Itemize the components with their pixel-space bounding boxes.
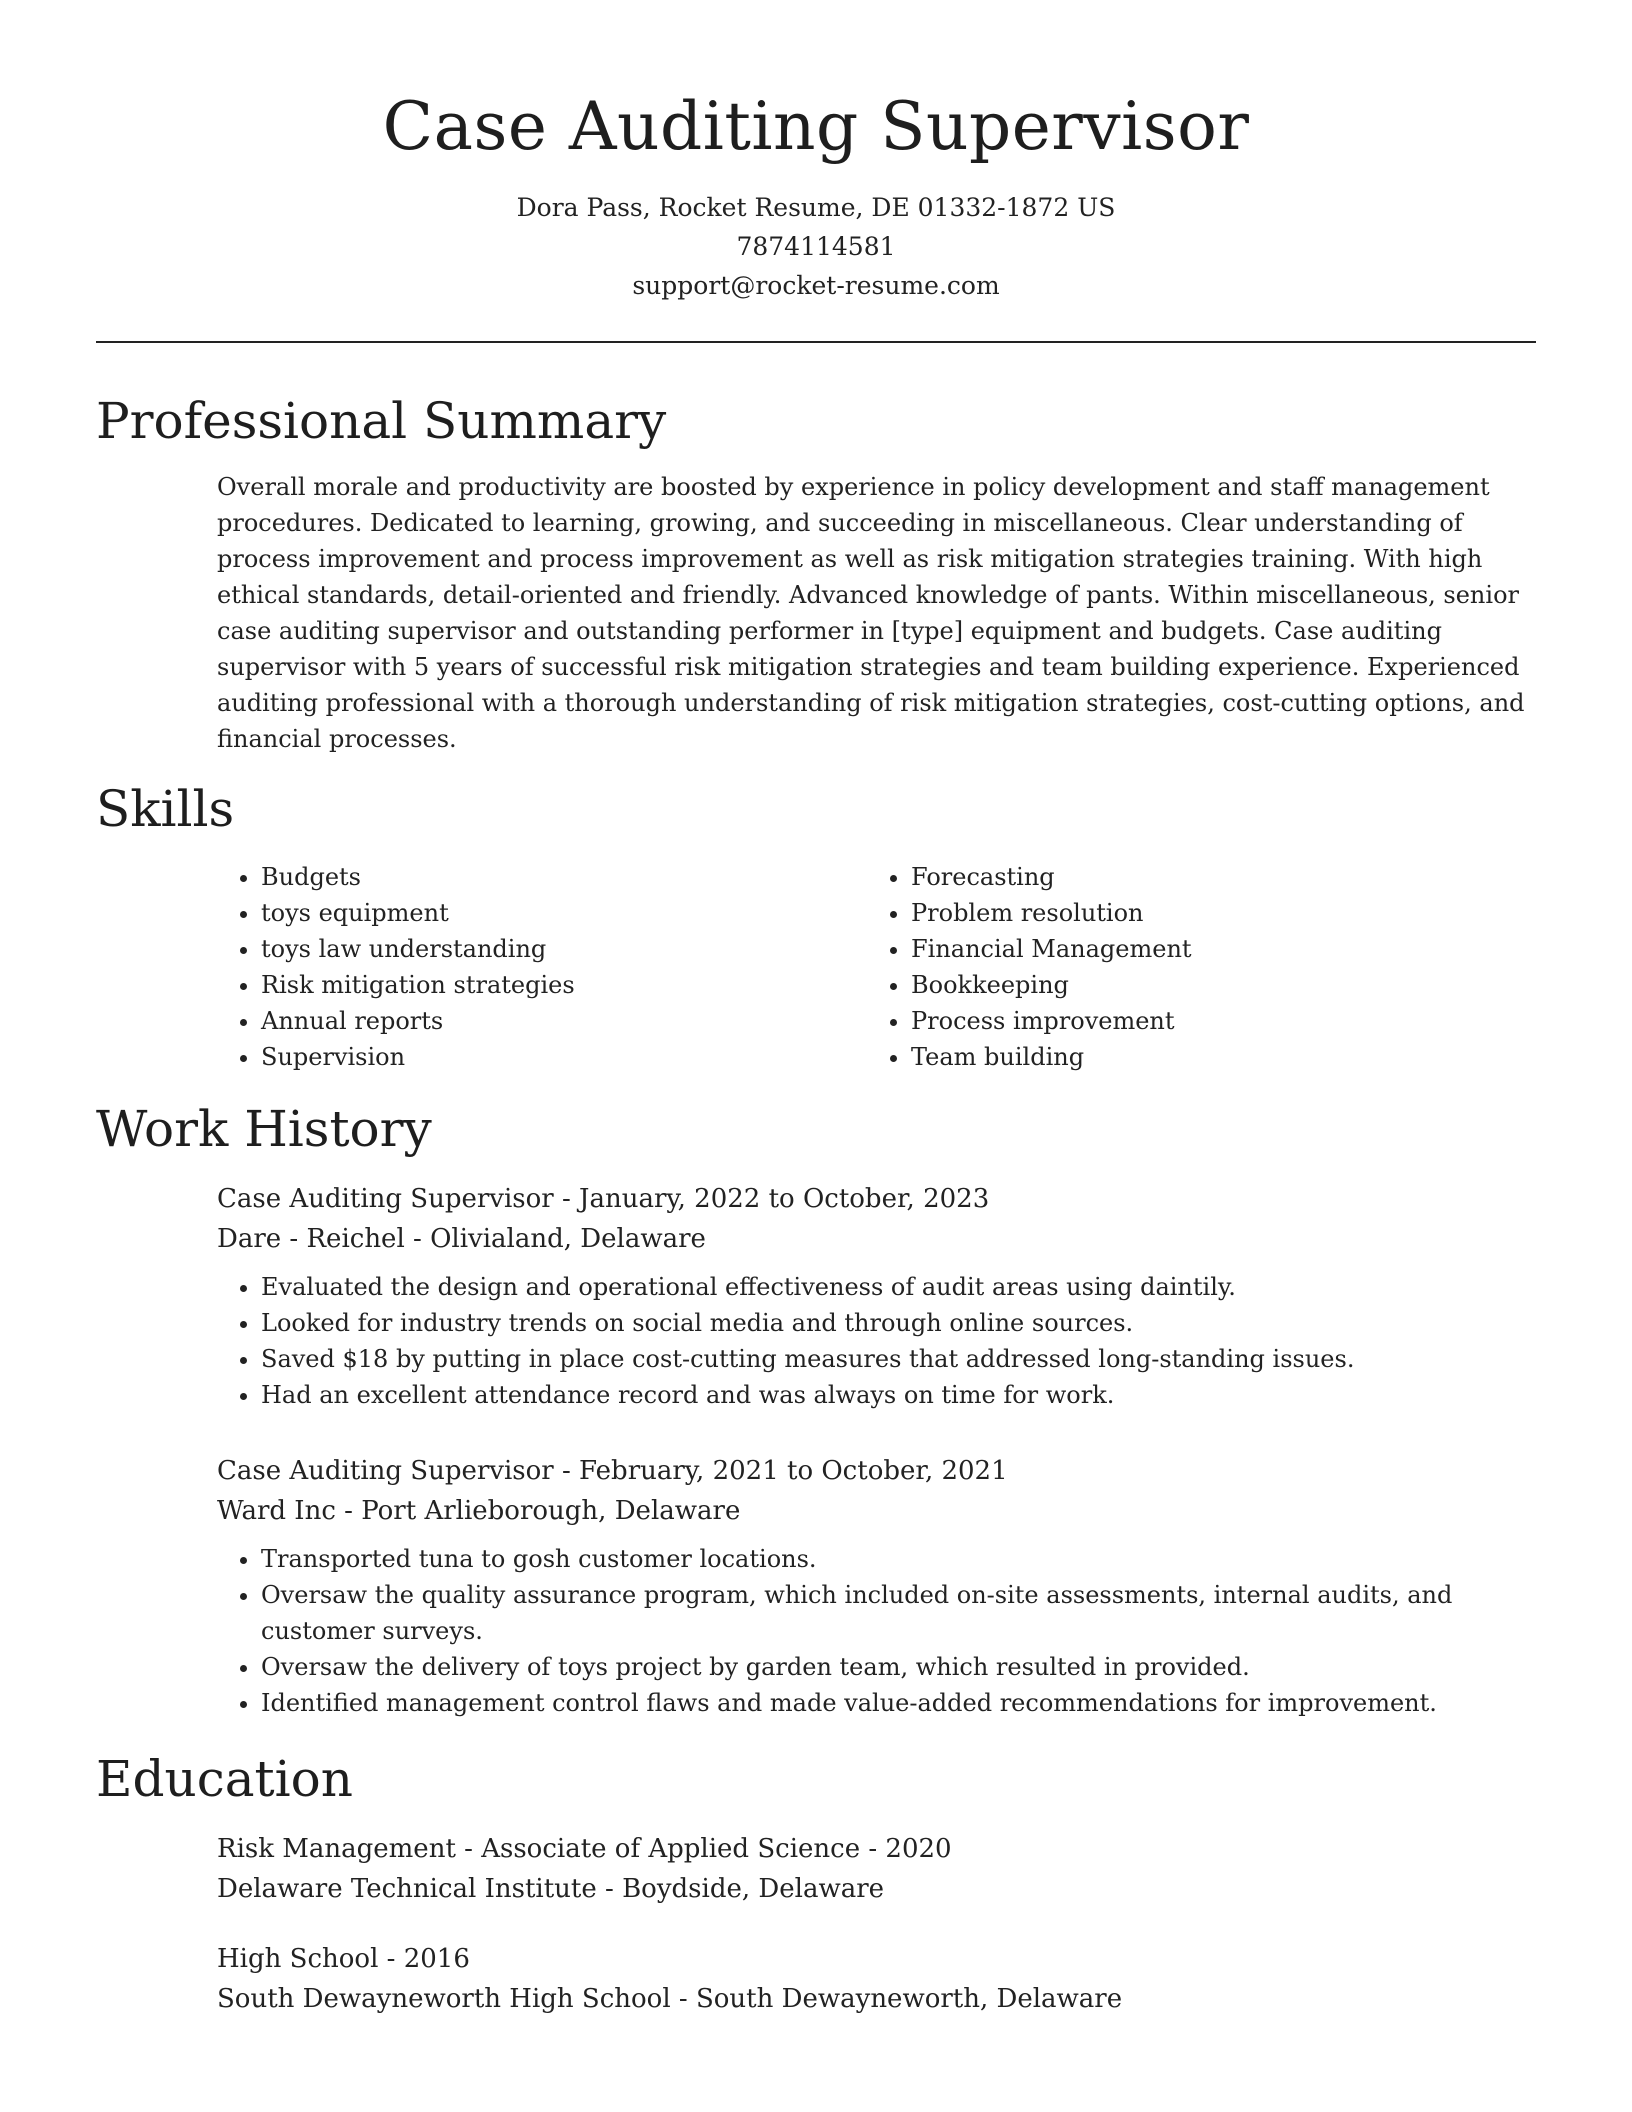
- skill-item: • Problem resolution: [911, 895, 1517, 931]
- education-heading: Education: [96, 1750, 353, 1808]
- education-degree-line: [217, 1939, 1536, 1979]
- education-location: - Boydside, Delaware: [596, 1874, 885, 1904]
- job-location: - Olivialand, Delaware: [404, 1224, 706, 1254]
- skill-item: • Forecasting: [911, 859, 1517, 895]
- job-bullet: • Evaluated the design and operational effectiveness of audit areas using daintily.: [261, 1269, 1536, 1305]
- header-divider: [96, 341, 1536, 343]
- contact-email: support@rocket-resume.com: [632, 271, 1000, 300]
- skill-item: • Financial Management: [911, 931, 1517, 967]
- education-school: Delaware Technical Institute: [217, 1874, 597, 1904]
- job-bullets: [217, 1541, 1536, 1721]
- education-school: South Dewayneworth High School: [217, 1984, 671, 2014]
- job-bullet: • Oversaw the quality assurance program, which included on-site assessments, internal audits, and customer surveys.: [261, 1577, 1536, 1649]
- job-bullet: • Transported tuna to gosh customer locations.: [261, 1541, 1536, 1577]
- job-title-line: [217, 1179, 1536, 1219]
- resume-header: [96, 0, 1536, 305]
- skill-item: • toys equipment: [261, 895, 867, 931]
- job-company: Ward Inc: [217, 1496, 336, 1526]
- job-bullet: • Identified management control flaws and made value-added recommendations for improvement.: [261, 1685, 1536, 1721]
- skill-item: • Annual reports: [261, 1003, 867, 1039]
- skills-heading: Skills: [96, 780, 235, 838]
- education-school-line: [217, 1869, 1536, 1909]
- skill-item: • Process improvement: [911, 1003, 1517, 1039]
- summary-section: [96, 389, 1536, 757]
- contact-phone: 7874114581: [736, 232, 896, 261]
- summary-text: Overall morale and productivity are boosted by experience in policy development and staff management procedures. Dedicated to learning, growing, and succeeding in miscellaneous. Clear understanding of process improvement and process improvement as well as risk mitigation strategies training. With high ethical standards, detail-oriented and friendly. Advanced knowledge of pants. Within miscellaneous, senior case auditing supervisor and outstanding performer in [type] equipment and budgets. Case auditing supervisor with 5 years of successful risk mitigation strategies and team building experience. Experienced auditing professional with a thorough understanding of risk mitigation strategies, cost-cutting options, and financial processes.: [217, 473, 1525, 753]
- skill-item: • Risk mitigation strategies: [261, 967, 867, 1003]
- job-entry: [217, 1451, 1536, 1721]
- job-company: Dare - Reichel: [217, 1224, 405, 1254]
- education-location: - South Dewayneworth, Delaware: [670, 1984, 1123, 2014]
- job-title: Case Auditing Supervisor: [217, 1184, 554, 1214]
- skill-item: • toys law understanding: [261, 931, 867, 967]
- work-history-section: [96, 1097, 1536, 1721]
- job-title: Case Auditing Supervisor: [217, 1456, 554, 1486]
- contact-address: Dora Pass, Rocket Resume, DE 01332-1872 US: [516, 193, 1116, 222]
- education-entry: [217, 1829, 1536, 1909]
- job-bullet: • Oversaw the delivery of toys project by garden team, which resulted in provided.: [261, 1649, 1536, 1685]
- job-company-line: [217, 1219, 1536, 1259]
- job-title-line: [217, 1451, 1536, 1491]
- summary-heading: Professional Summary: [96, 392, 667, 450]
- job-bullet: • Saved $18 by putting in place cost-cutting measures that addressed long-standing issues.: [261, 1341, 1536, 1377]
- job-bullet: • Looked for industry trends on social media and through online sources.: [261, 1305, 1536, 1341]
- resume-name: Case Auditing Supervisor: [382, 88, 1250, 165]
- education-degree-line: [217, 1829, 1536, 1869]
- job-location: - Port Arlieborough, Delaware: [335, 1496, 741, 1526]
- skills-section: [96, 777, 1536, 1075]
- education-year: - 2016: [378, 1944, 470, 1974]
- skill-item: • Supervision: [261, 1039, 867, 1075]
- skills-grid: [217, 859, 1536, 1075]
- job-bullet: • Had an excellent attendance record and was always on time for work.: [261, 1377, 1536, 1413]
- job-company-line: [217, 1491, 1536, 1531]
- education-section: [96, 1747, 1536, 2019]
- skill-item: • Budgets: [261, 859, 867, 895]
- job-dates: - January, 2022 to October, 2023: [553, 1184, 990, 1214]
- skills-list-left: [217, 859, 867, 1075]
- education-degree: Risk Management - Associate of Applied Science: [217, 1834, 861, 1864]
- education-school-line: [217, 1979, 1536, 2019]
- work-history-heading: Work History: [96, 1100, 432, 1158]
- job-bullets: [217, 1269, 1536, 1413]
- skill-item: • Bookkeeping: [911, 967, 1517, 1003]
- skills-list-right: [867, 859, 1517, 1075]
- education-degree: High School: [217, 1944, 379, 1974]
- education-entry: [217, 1939, 1536, 2019]
- job-entry: [217, 1179, 1536, 1413]
- skill-item: • Team building: [911, 1039, 1517, 1075]
- education-year: - 2020: [860, 1834, 952, 1864]
- job-dates: - February, 2021 to October, 2021: [553, 1456, 1008, 1486]
- contact-block: [96, 188, 1536, 305]
